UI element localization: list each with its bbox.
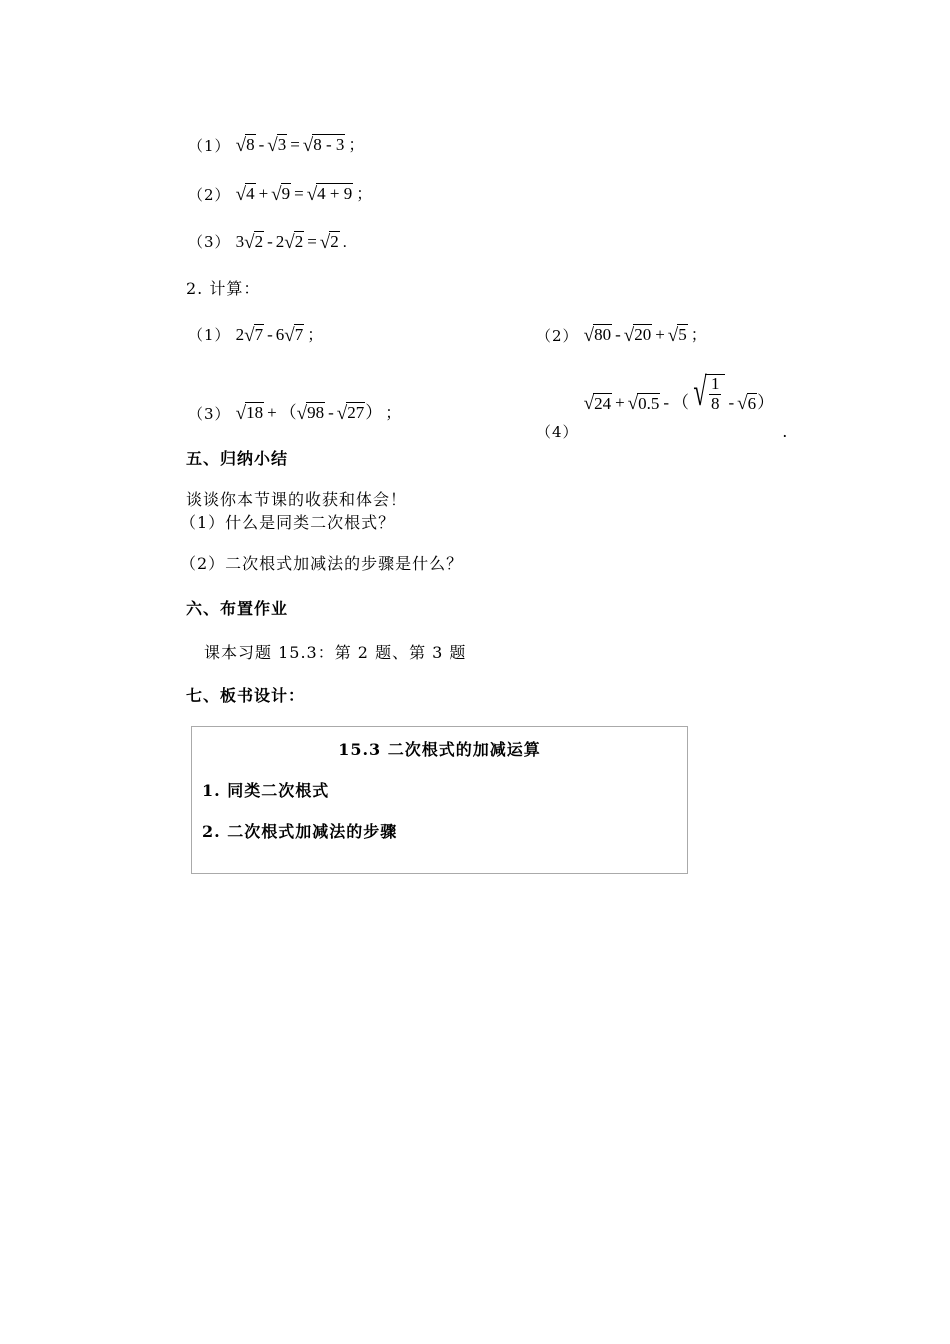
board-title: 15.3 二次根式的加减运算 xyxy=(338,740,541,759)
radical: √ 6 xyxy=(737,393,757,415)
radical: √ 20 xyxy=(623,325,652,346)
expression: √ 18 + （ √ 98 - √ 27 ） ； xyxy=(235,403,402,424)
expression: 2 √ 7 - 6 √ 7 ； xyxy=(235,325,324,346)
radical: √ 8 - 3 xyxy=(302,135,345,156)
homework-text: 课本习题 15.3：第 2 题、第 3 题 xyxy=(204,643,467,662)
radical: √ 5 xyxy=(667,325,687,346)
expression: √ 24 + √ 0.5 - （ √ $\frac{1}{8}$ - √ 6 ） xyxy=(583,369,775,415)
radical: √ 2 xyxy=(244,232,264,253)
radical: √ 3 xyxy=(267,135,287,156)
item-label: （1） xyxy=(188,137,231,155)
fraction-radical: √ $\frac{1}{8}$ xyxy=(689,374,725,413)
exercise2-title: 2. 计算： xyxy=(186,279,261,298)
item-label: （3） xyxy=(188,233,231,251)
radical: √ 8 xyxy=(235,135,255,156)
item-label: （4） xyxy=(536,423,579,442)
exercise2-q3 xyxy=(188,398,401,424)
expression: √ 80 - √ 20 + √ 5 ； xyxy=(583,325,707,346)
equation: √ 8 - √ 3 = √ 8 - 3 ； xyxy=(235,135,365,156)
radical: √ 9 xyxy=(271,184,291,205)
item-label: （2） xyxy=(188,186,231,204)
section5-heading: 五、归纳小结 xyxy=(186,449,289,468)
section7-heading: 七、板书设计： xyxy=(186,686,306,705)
radical: √ 0.5 xyxy=(627,393,660,415)
section5-intro: 谈谈你本节课的收获和体会！ xyxy=(186,490,408,509)
equation: 3 √ 2 - 2 √ 2 = √ 2 . xyxy=(235,232,347,253)
radical: √ 7 xyxy=(244,325,264,346)
radical: √ 24 xyxy=(583,393,612,415)
radical: √ 7 xyxy=(284,325,304,346)
fraction: $\frac{1}{8}$ xyxy=(710,374,720,413)
exercise1-item1 xyxy=(188,132,364,156)
exercise2-q1 xyxy=(188,322,323,345)
item-label: （1） xyxy=(188,326,231,344)
item-label: （3） xyxy=(188,405,231,423)
radical: √ 18 xyxy=(235,403,264,424)
exercise2-q4: （4） √ 24 + √ 0.5 - （ √ $\frac{1}{8}$ - √ 6 ） . xyxy=(536,369,788,442)
section5-question2: （2）二次根式加减法的步骤是什么？ xyxy=(180,554,464,573)
exercise1-item3 xyxy=(188,231,347,252)
board-design-box xyxy=(191,726,688,874)
exercise1-item2 xyxy=(188,181,372,205)
section5-question1: （1）什么是同类二次根式？ xyxy=(180,513,396,532)
board-item-1: 1. 同类二次根式 xyxy=(202,781,330,800)
radical: √ 27 xyxy=(336,403,365,424)
radical: √ 80 xyxy=(583,325,612,346)
section6-heading: 六、布置作业 xyxy=(186,599,289,618)
radical: √ 4 xyxy=(235,184,255,205)
radical: √ 2 xyxy=(284,232,304,253)
radical: √ 4 + 9 xyxy=(306,184,353,205)
radical: √ 2 xyxy=(319,232,339,253)
board-item-2: 2. 二次根式加减法的步骤 xyxy=(202,822,398,841)
equation: √ 4 + √ 9 = √ 4 + 9 ； xyxy=(235,184,373,205)
exercise2-q2 xyxy=(536,322,707,346)
radical: √ 98 xyxy=(296,403,325,424)
item-label: （2） xyxy=(536,327,579,345)
